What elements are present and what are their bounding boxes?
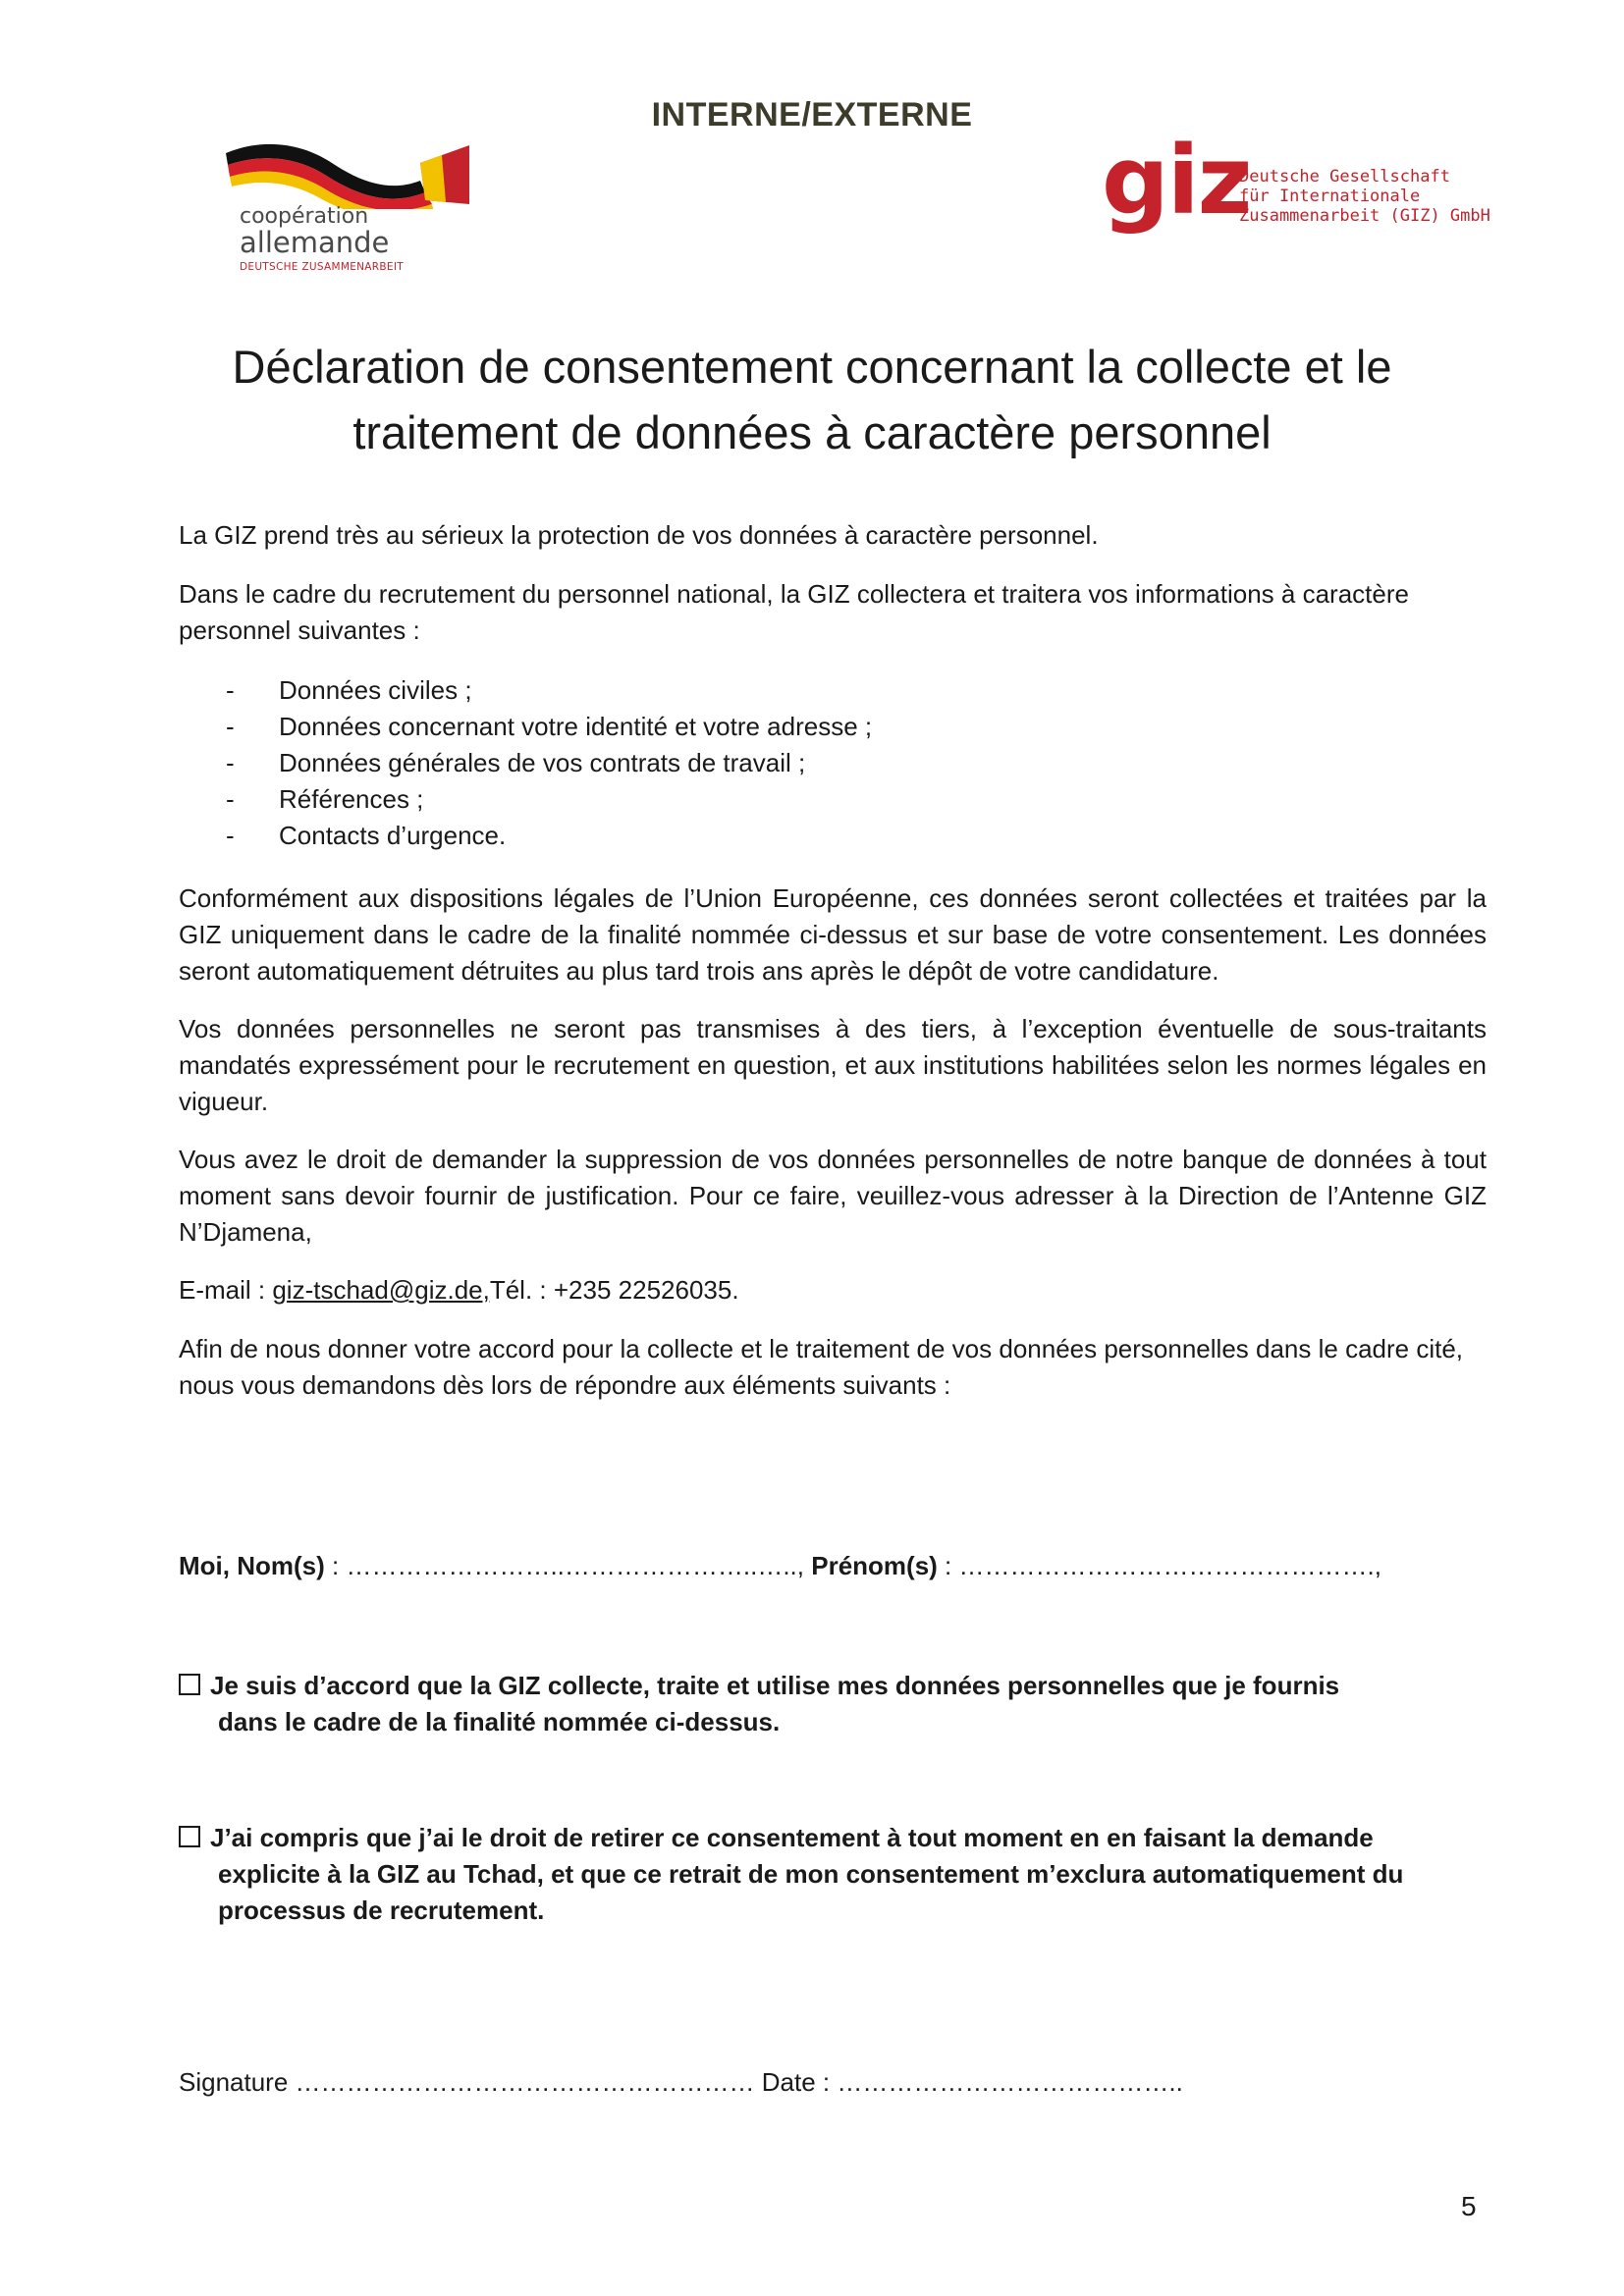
bullet-marker: -	[226, 821, 235, 850]
consent-text-1: Je suis d’accord que la GIZ collecte, traite et utilise mes données personnelles que je fournis	[210, 1671, 1340, 1700]
title-line-2: traitement de données à caractère personnel	[352, 406, 1272, 458]
list-item-text: Données civiles ;	[279, 675, 472, 705]
signature-label: Signature	[179, 2067, 289, 2097]
consent-text-2: J’ai compris que j’ai le droit de retirer ce consentement à tout moment en en faisant la demande	[210, 1823, 1374, 1852]
page-number: 5	[1461, 2191, 1477, 2221]
document-title	[147, 334, 1477, 465]
giz-logo	[1102, 126, 1494, 255]
contact-line	[179, 1272, 1487, 1308]
bullet-marker: -	[226, 784, 235, 814]
paragraph-request: Afin de nous donner votre accord pour la collecte et le traitement de vos données personnelles dans le cadre cité, nous vous demandons dès lors de répondre aux éléments suivants :	[179, 1334, 1464, 1400]
name-separator: :	[324, 1551, 347, 1580]
list-item	[226, 818, 872, 854]
name-label: Moi, Nom(s)	[179, 1551, 325, 1580]
giz-name-line: für Internationale	[1239, 187, 1421, 206]
date-field[interactable]: …………………………………..	[830, 2067, 1183, 2097]
paragraph-legal-basis: Conformément aux dispositions légales de l’Union Européenne, ces données seront collectées et traitées par la GIZ uniquement dans le cadre de la finalité nommée ci-dessus et sur base de votre consentement. Les données seront automatiquement détruites au plus tard trois ans après le dépôt de votre candidature.	[179, 883, 1487, 986]
name-field[interactable]: ……………………..…………………..…..,	[346, 1551, 812, 1580]
signature-date-line	[179, 2064, 1183, 2101]
personal-data-list	[226, 672, 872, 854]
firstname-separator: :	[937, 1551, 959, 1580]
paragraph-third-parties: Vos données personnelles ne seront pas transmises à des tiers, à l’exception éventuelle de sous-traitants mandatés expressément pour le recrutement en question, et aux institutions habilitées selon les normes légales en vigueur.	[179, 1014, 1487, 1116]
firstname-label: Prénom(s)	[811, 1551, 938, 1580]
logo-left-line1: coopération	[240, 204, 369, 229]
email-label: E-mail :	[179, 1275, 273, 1305]
name-field-line	[179, 1548, 1381, 1584]
paragraph-collection: Dans le cadre du recrutement du personnel national, la GIZ collectera et traitera vos informations à caractère personnel suivantes :	[179, 579, 1409, 645]
bullet-marker: -	[226, 675, 235, 705]
logo-left-line3: DEUTSCHE ZUSAMMENARBEIT	[240, 261, 404, 273]
list-item-text: Contacts d’urgence.	[279, 821, 507, 850]
list-item	[226, 781, 872, 818]
firstname-field[interactable]: ………………………………………….,	[958, 1551, 1381, 1580]
date-label: Date :	[761, 2067, 831, 2097]
email-link[interactable]: giz-tschad@giz.de,	[272, 1275, 490, 1305]
title-line-1: Déclaration de consentement concernant la collecte et le	[232, 341, 1392, 393]
giz-name-line: Zusammenarbeit (GIZ) GmbH	[1239, 206, 1490, 226]
paragraph-deletion-right: Vous avez le droit de demander la suppression de vos données personnelles de notre banque de données à tout moment sans devoir fournir de justification. Pour ce faire, veuillez-vous adresser à la Direction de l’Antenne GIZ N’Djamena,	[179, 1145, 1487, 1247]
phone-text: Tél. : +235 22526035.	[489, 1275, 739, 1305]
list-item	[226, 672, 872, 709]
list-item	[226, 745, 872, 781]
consent-text-2-cont: processus de recrutement.	[218, 1896, 545, 1925]
paragraph-intro: La GIZ prend très au sérieux la protection de vos données à caractère personnel.	[179, 520, 1099, 550]
list-item-text: Données générales de vos contrats de travail ;	[279, 748, 806, 777]
list-item-text: Données concernant votre identité et votre adresse ;	[279, 712, 873, 741]
logo-left-line2: allemande	[240, 226, 390, 259]
consent-text-1-cont: dans le cadre de la finalité nommée ci-dessus.	[218, 1707, 781, 1736]
consent-item-1	[179, 1668, 1487, 1740]
consent-item-2	[179, 1820, 1487, 1929]
list-item-text: Références ;	[279, 784, 424, 814]
bullet-marker: -	[226, 748, 235, 777]
bullet-marker: -	[226, 712, 235, 741]
consent-checkbox-2[interactable]	[179, 1826, 200, 1847]
signature-field[interactable]: ………………………………………………	[288, 2067, 762, 2097]
cooperation-allemande-logo	[224, 135, 469, 273]
list-item	[226, 709, 872, 745]
giz-mark: giz	[1102, 126, 1251, 236]
giz-name-block	[1239, 167, 1490, 226]
consent-checkbox-1[interactable]	[179, 1674, 200, 1695]
classification-label: INTERNE/EXTERNE	[651, 96, 973, 133]
giz-name-line: Deutsche Gesellschaft	[1239, 167, 1450, 187]
flag-ribbon-icon	[224, 135, 469, 209]
consent-text-2-cont: explicite à la GIZ au Tchad, et que ce retrait de mon consentement m’exclura automatiquement du	[218, 1859, 1404, 1889]
